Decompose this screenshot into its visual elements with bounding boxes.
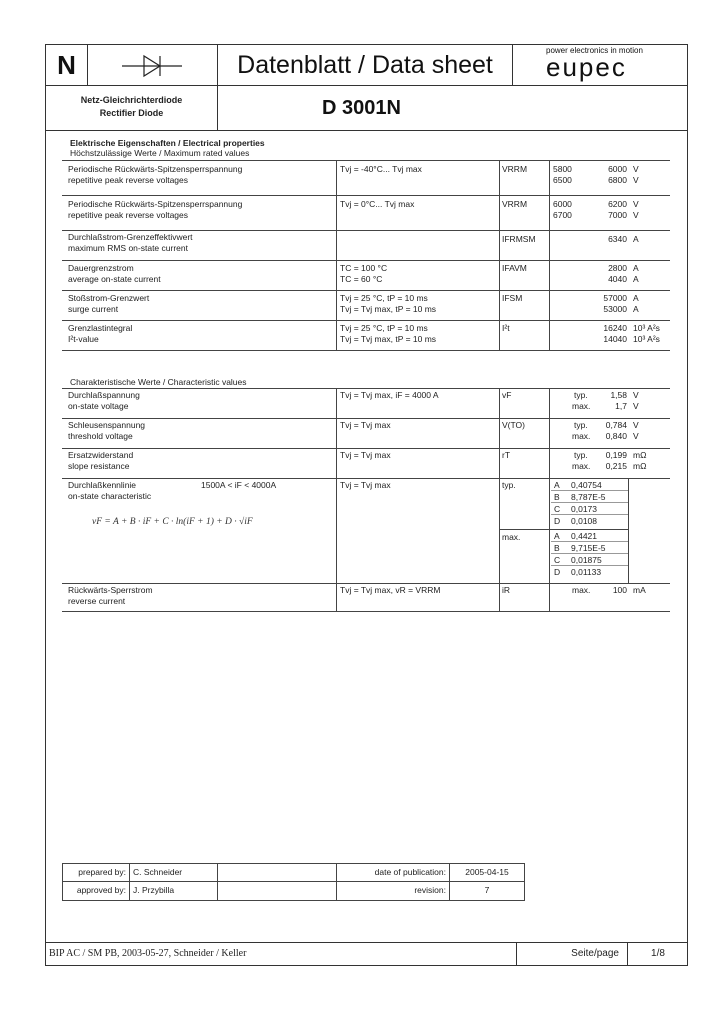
value-qualifier: max.	[572, 585, 591, 595]
value-unit: V	[633, 210, 639, 220]
row-param-de: Grenzlastintegral	[68, 323, 133, 333]
characteristic-heading: Charakteristische Werte / Characteristic values	[70, 377, 247, 387]
footer-page-number: 1/8	[651, 948, 665, 959]
value-max: 7000	[608, 210, 627, 220]
value-unit: mΩ	[633, 461, 647, 471]
coef-max-value: 0,4421	[571, 531, 597, 541]
coef-letter: B	[554, 492, 560, 502]
value-qualifier: typ.	[574, 420, 588, 430]
value-unit: V	[633, 164, 639, 174]
date-value: 2005-04-15	[465, 867, 509, 877]
row-param-en: slope resistance	[68, 461, 130, 471]
value-unit: A	[633, 263, 639, 273]
row-condition: Tvj = Tvj max, iF = 4000 A	[340, 390, 439, 400]
value-unit: A	[633, 234, 639, 244]
subtitle-en: Rectifier Diode	[99, 108, 164, 118]
coef-letter: C	[554, 555, 561, 565]
coef-typ-value: 8,787E-5	[571, 492, 606, 502]
value-unit: V	[633, 401, 639, 411]
value-qualifier: max.	[572, 461, 591, 471]
coef-letter: B	[554, 543, 560, 553]
row-condition: Tvj = Tvj max, tP = 10 ms	[340, 334, 437, 344]
value: 0,199	[605, 450, 627, 460]
value-qualifier: max.	[572, 401, 591, 411]
value: 0,840	[605, 431, 627, 441]
part-number-box	[217, 85, 688, 131]
coef-letter: A	[554, 480, 560, 490]
value-unit: A	[633, 293, 639, 303]
footer-page-label: Seite/page	[571, 948, 619, 959]
prepared-name: C. Schneider	[133, 867, 183, 877]
row-condition: TC = 60 °C	[340, 274, 383, 284]
onstate-param-en: on-state characteristic	[68, 491, 152, 501]
value-max: 16240	[603, 323, 627, 333]
revision-label: revision:	[414, 885, 446, 895]
row-symbol: VRRM	[502, 164, 528, 174]
onstate-typ-label: typ.	[502, 480, 516, 490]
value-qualifier: typ.	[574, 450, 588, 460]
max-ratings-table	[62, 160, 670, 351]
row-param-de: Periodische Rückwärts-Spitzensperrspannung	[68, 164, 243, 174]
part-number: D 3001N	[322, 97, 401, 119]
row-symbol: VRRM	[502, 199, 528, 209]
value-min: 5800	[553, 164, 572, 174]
prepared-label: prepared by:	[78, 867, 126, 877]
value-max: 6340	[608, 234, 627, 244]
row-param-en: average on-state current	[68, 274, 161, 284]
value-unit: V	[633, 175, 639, 185]
row-param-de: Ersatzwiderstand	[68, 450, 134, 460]
row-param-en: repetitive peak reverse voltages	[68, 210, 189, 220]
coef-letter: C	[554, 504, 561, 514]
row-param-de: Dauergrenzstrom	[68, 263, 134, 273]
value-unit: V	[633, 199, 639, 209]
value-unit: V	[633, 390, 639, 400]
value: 1,58	[610, 390, 627, 400]
row-param-en: maximum RMS on-state current	[68, 243, 188, 253]
value-unit: V	[633, 420, 639, 430]
value-max: 6000	[608, 164, 627, 174]
row-param-en: I²t-value	[68, 334, 99, 344]
row-symbol: IFRMSM	[502, 234, 536, 244]
onstate-param-de: Durchlaßkennlinie	[68, 480, 137, 490]
coef-letter: D	[554, 567, 561, 577]
row-symbol: IFSM	[502, 293, 523, 303]
row-param-de: Durchlaßstrom-Grenzeffektivwert	[68, 232, 193, 242]
value-max: 2800	[608, 263, 627, 273]
electrical-subheading: Höchstzulässige Werte / Maximum rated values	[70, 148, 250, 158]
value: 1,7	[615, 401, 627, 411]
value-unit: 10³ A²s	[633, 334, 660, 344]
value-unit: V	[633, 431, 639, 441]
value: 100	[612, 585, 627, 595]
n-logo-box	[45, 44, 88, 86]
row-condition: Tvj = 25 °C, tP = 10 ms	[340, 323, 428, 333]
row-param-en: on-state voltage	[68, 401, 129, 411]
row-condition: Tvj = Tvj max, tP = 10 ms	[340, 304, 437, 314]
title-box	[217, 44, 513, 86]
row-condition: Tvj = -40°C... Tvj max	[340, 164, 422, 174]
coef-letter: A	[554, 531, 560, 541]
row-condition: Tvj = 0°C... Tvj max	[340, 199, 415, 209]
approved-label: approved by:	[76, 885, 126, 895]
footer-doc-reference: BIP AC / SM PB, 2003-05-27, Schneider / Keller	[49, 948, 247, 959]
coef-letter: D	[554, 516, 561, 526]
row-condition: Tvj = Tvj max, vR = VRRM	[340, 585, 441, 595]
coef-typ-value: 0,0108	[571, 516, 597, 526]
onstate-max-label: max.	[502, 532, 521, 542]
characteristic-table	[62, 388, 670, 613]
date-label: date of publication:	[374, 867, 446, 877]
row-symbol: V(TO)	[502, 420, 525, 430]
subtitle-box	[45, 85, 218, 131]
brand-logo: eupec	[546, 52, 627, 82]
approval-block	[62, 863, 525, 901]
coef-typ-value: 0,0173	[571, 504, 597, 514]
row-condition: Tvj = Tvj max	[340, 450, 391, 460]
coef-max-value: 9,715E-5	[571, 543, 606, 553]
value-unit: A	[633, 274, 639, 284]
row-param-de: Rückwärts-Sperrstrom	[68, 585, 153, 595]
value-max: 6200	[608, 199, 627, 209]
coef-max-value: 0,01133	[571, 567, 602, 577]
page-title: Datenblatt / Data sheet	[237, 51, 493, 79]
row-param-de: Stoßstrom-Grenzwert	[68, 293, 150, 303]
value-unit: A	[633, 304, 639, 314]
value: 0,784	[605, 420, 627, 430]
value-min: 6000	[553, 199, 572, 209]
row-param-en: reverse current	[68, 596, 126, 606]
value-unit: mΩ	[633, 450, 647, 460]
row-param-en: threshold voltage	[68, 431, 133, 441]
row-param-de: Durchlaßspannung	[68, 390, 140, 400]
row-param-en: repetitive peak reverse voltages	[68, 175, 189, 185]
diode-symbol-icon	[122, 54, 182, 78]
value-unit: 10³ A²s	[633, 323, 660, 333]
row-symbol: iR	[502, 585, 511, 595]
row-condition: Tvj = 25 °C, tP = 10 ms	[340, 293, 428, 303]
value-max: 6800	[608, 175, 627, 185]
approved-name: J. Przybilla	[133, 885, 175, 895]
value-max: 14040	[603, 334, 627, 344]
value-max: 53000	[603, 304, 627, 314]
onstate-range: 1500A < iF < 4000A	[201, 480, 277, 490]
row-symbol: rT	[502, 450, 511, 460]
brand-tagline: power electronics in motion	[546, 46, 643, 55]
value-max: 4040	[608, 274, 627, 284]
row-param-de: Periodische Rückwärts-Spitzensperrspannung	[68, 199, 243, 209]
coef-max-value: 0,01875	[571, 555, 602, 565]
onstate-condition: Tvj = Tvj max	[340, 480, 391, 490]
row-condition: TC = 100 °C	[340, 263, 388, 273]
value-min: 6700	[553, 210, 572, 220]
row-symbol: I²t	[502, 323, 510, 333]
diode-symbol-box	[87, 44, 218, 86]
row-symbol: vF	[502, 390, 512, 400]
value-min: 6500	[553, 175, 572, 185]
subtitle-de: Netz-Gleichrichterdiode	[80, 95, 183, 105]
value-qualifier: max.	[572, 431, 591, 441]
row-symbol: IFAVM	[502, 263, 527, 273]
onstate-formula: vF = A + B · iF + C · ln(iF + 1) + D · √iF	[92, 517, 253, 527]
value-unit: mA	[633, 585, 646, 595]
value: 0,215	[605, 461, 627, 471]
row-param-en: surge current	[68, 304, 119, 314]
value-max: 57000	[603, 293, 627, 303]
row-condition: Tvj = Tvj max	[340, 420, 391, 430]
coef-typ-value: 0,40754	[571, 480, 602, 490]
row-param-de: Schleusenspannung	[68, 420, 146, 430]
n-logo: N	[57, 50, 76, 80]
electrical-heading: Elektrische Eigenschaften / Electrical properties	[70, 138, 265, 148]
revision-value: 7	[484, 885, 490, 895]
value-qualifier: typ.	[574, 390, 588, 400]
